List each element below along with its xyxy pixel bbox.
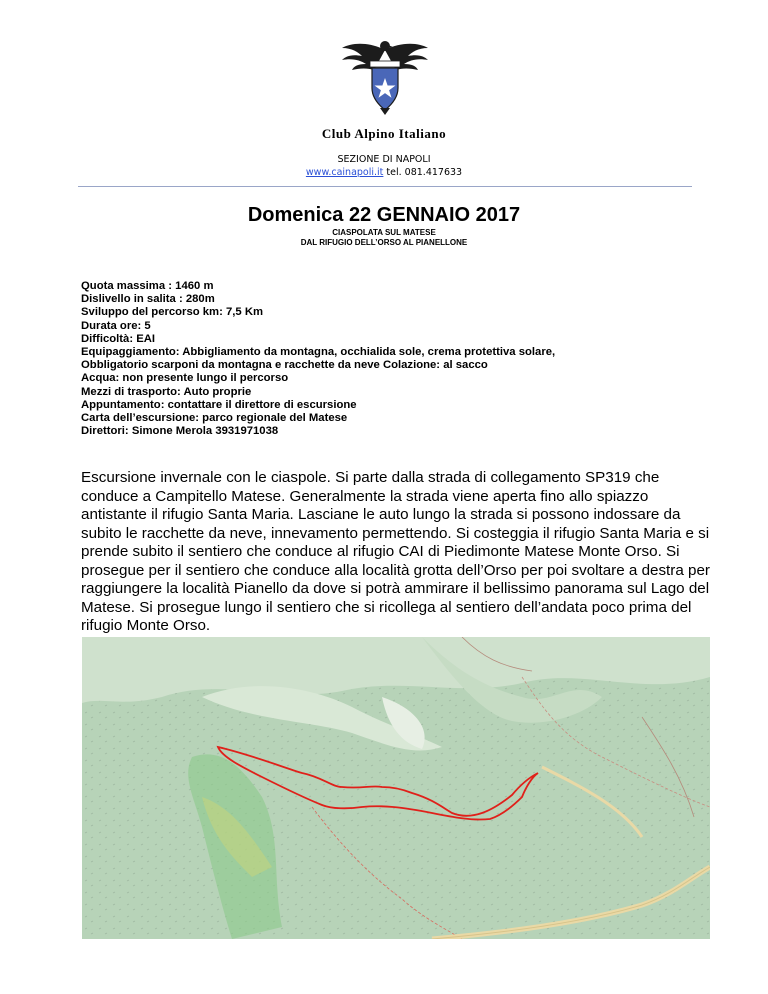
detail-route-length: Sviluppo del percorso km: 7,5 Km [81, 306, 264, 319]
section-name: SEZIONE DI NAPOLI [337, 154, 431, 165]
route-map [82, 637, 710, 939]
organization-name: Club Alpino Italiano [321, 126, 447, 141]
detail-duration: Durata ore: 5 [81, 319, 151, 332]
detail-directors: Direttori: Simone Merola 3931971038 [81, 425, 279, 438]
event-subtitle-2: DAL RIFUGIO DELL’ORSO AL PIANELLONE [300, 238, 468, 247]
detail-meeting: Appuntamento: contattare il direttore di escursione [81, 398, 357, 411]
event-title: Domenica 22 GENNAIO 2017 [247, 204, 521, 226]
cai-eagle-logo [330, 36, 440, 116]
contact-line [0, 167, 768, 178]
detail-mandatory-gear: Obbligatorio scarponi da montagna e racchette da neve Colazione: al sacco [81, 359, 488, 372]
detail-max-altitude: Quota massima : 1460 m [81, 280, 214, 292]
detail-water: Acqua: non presente lungo il percorso [81, 372, 289, 385]
phone-number: tel. 081.417633 [383, 167, 463, 178]
header-divider [78, 186, 692, 187]
detail-equipment: Equipaggiamento: Abbigliamento da montagna, occhialida sole, crema protettiva solare, [81, 346, 556, 359]
description-paragraph: Escursione invernale con le ciaspole. Si parte dalla strada di collegamento SP319 che conduce a Campitello Matese. Generalmente la strada viene aperta fino allo spiazzo antistante il rifugio Santa Maria. Lasciane le auto lungo la strada si possono indossare da subito le racchette da neve, innevamento permettendo. Si costeggia il rifugio Santa Maria e si prende subito il sentiero che conduce al rifugio CAI di Piedimonte Matese Monte Orso. Si prosegue per il sentiero che conduce alla località grotta dell’Orso per poi svoltare a destra per raggiungere la località Pianello da dove si potrà ammirare il bellissimo panorama sul Lago del Matese. Si prosegue lungo il sentiero che si ricollega al sentiero dell’andata poco prima del rifugio Monte Orso. [81, 469, 710, 634]
detail-transport: Mezzi di trasporto: Auto proprie [81, 385, 252, 398]
event-subtitle-1: CIASPOLATA SUL MATESE [332, 228, 436, 237]
detail-difficulty: Difficoltà: EAI [81, 332, 156, 345]
detail-map: Carta dell’escursione: parco regionale del Matese [81, 412, 348, 425]
detail-elevation-gain: Dislivello in salita : 280m [81, 293, 215, 306]
website-link[interactable]: www.cainapoli.it [305, 167, 384, 178]
trip-details [81, 280, 701, 438]
